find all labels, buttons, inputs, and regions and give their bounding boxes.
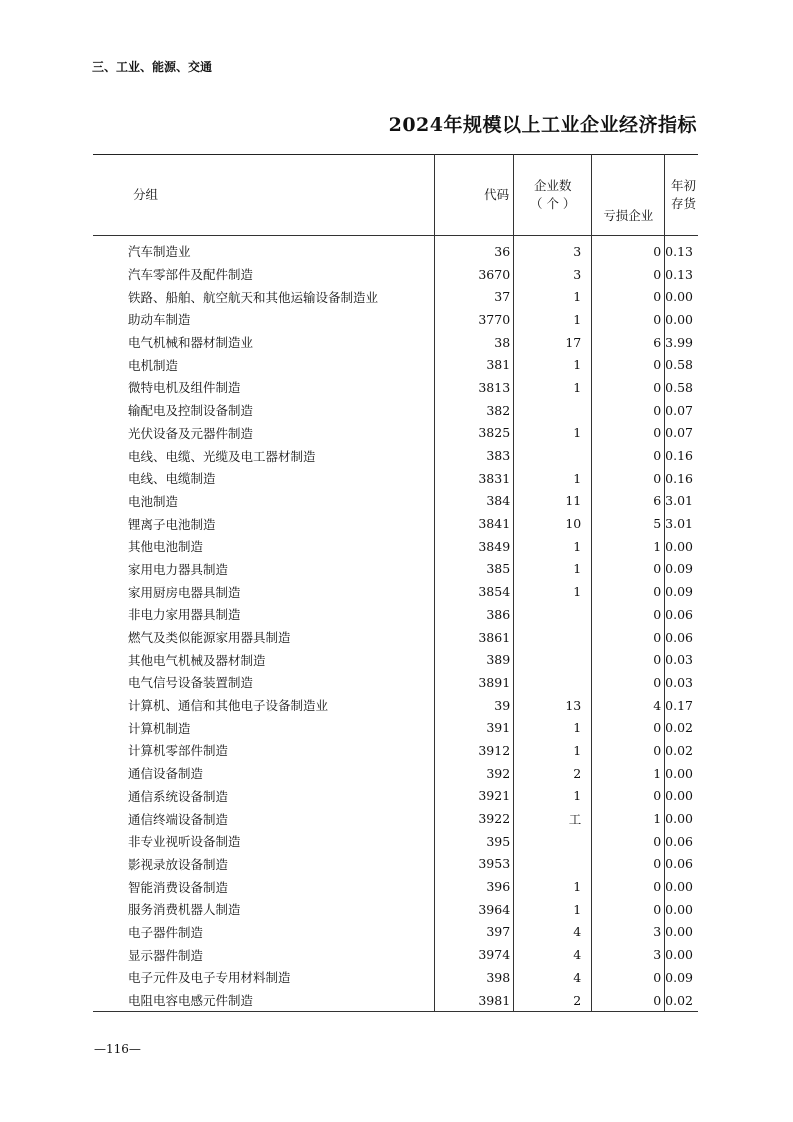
row-loss: 0 <box>592 308 665 331</box>
economic-indicators-table <box>93 154 698 1012</box>
row-enterprises: 1 <box>514 376 592 399</box>
row-enterprises: 1 <box>514 467 592 490</box>
row-loss: 4 <box>592 694 665 717</box>
row-code: 38 <box>434 331 513 354</box>
row-name: 通信终端设备制造 <box>93 807 434 830</box>
row-loss: 0 <box>592 875 665 898</box>
table-row <box>93 240 698 263</box>
table-row <box>93 444 698 467</box>
row-enterprises: 1 <box>514 353 592 376</box>
page-number: —116— <box>94 1042 141 1056</box>
row-enterprises: 2 <box>514 762 592 785</box>
table-row <box>93 490 698 513</box>
row-name: 通信系统设备制造 <box>93 785 434 808</box>
row-inventory: 0.06 <box>665 856 693 872</box>
row-code: 3770 <box>434 308 513 331</box>
table-row <box>93 943 698 966</box>
row-name: 电气信号设备装置制造 <box>93 671 434 694</box>
row-loss: 1 <box>592 807 665 830</box>
row-inventory: 0.03 <box>665 674 693 690</box>
row-enterprises <box>514 830 592 853</box>
row-loss: 0 <box>592 989 665 1012</box>
row-enterprises <box>514 648 592 671</box>
row-loss: 0 <box>592 399 665 422</box>
row-enterprises: 1 <box>514 785 592 808</box>
row-code: 386 <box>434 603 513 626</box>
row-enterprises <box>514 853 592 876</box>
row-inventory: 3.99 <box>665 334 693 350</box>
table-row <box>93 648 698 671</box>
row-inventory: 0.00 <box>665 765 693 781</box>
table-row <box>93 716 698 739</box>
row-inventory: 0.00 <box>665 811 693 827</box>
row-code: 3849 <box>434 535 513 558</box>
row-code: 384 <box>434 490 513 513</box>
header-group: 分组 <box>93 155 434 236</box>
table-row <box>93 762 698 785</box>
row-loss: 0 <box>592 376 665 399</box>
row-code: 3922 <box>434 807 513 830</box>
row-inventory: 0.02 <box>665 720 693 736</box>
row-name: 家用厨房电器具制造 <box>93 580 434 603</box>
row-name: 铁路、船舶、航空航天和其他运输设备制造业 <box>93 285 434 308</box>
row-code: 397 <box>434 921 513 944</box>
row-enterprises <box>514 444 592 467</box>
row-loss: 5 <box>592 512 665 535</box>
row-name: 电阻电容电感元件制造 <box>93 989 434 1012</box>
row-code: 383 <box>434 444 513 467</box>
row-name: 燃气及类似能源家用器具制造 <box>93 626 434 649</box>
row-inventory: 0.00 <box>665 538 693 554</box>
row-inventory: 0.09 <box>665 584 693 600</box>
row-enterprises: 工 <box>514 807 592 830</box>
row-name: 其他电气机械及器材制造 <box>93 648 434 671</box>
row-enterprises <box>514 603 592 626</box>
row-name: 非电力家用器具制造 <box>93 603 434 626</box>
row-inventory: 0.58 <box>665 357 693 373</box>
row-code: 392 <box>434 762 513 785</box>
row-name: 计算机、通信和其他电子设备制造业 <box>93 694 434 717</box>
row-inventory: 0.09 <box>665 561 693 577</box>
row-loss: 0 <box>592 626 665 649</box>
row-loss: 3 <box>592 943 665 966</box>
row-code: 3861 <box>434 626 513 649</box>
row-name: 其他电池制造 <box>93 535 434 558</box>
row-code: 3981 <box>434 989 513 1012</box>
row-code: 3854 <box>434 580 513 603</box>
row-inventory: 0.13 <box>665 243 693 259</box>
table-row <box>93 785 698 808</box>
table-row <box>93 353 698 376</box>
row-inventory: 0.03 <box>665 652 693 668</box>
row-enterprises: 1 <box>514 535 592 558</box>
table-row <box>93 898 698 921</box>
row-inventory: 0.00 <box>665 901 693 917</box>
row-inventory: 0.16 <box>665 448 693 464</box>
table-row <box>93 626 698 649</box>
row-inventory: 0.02 <box>665 742 693 758</box>
row-enterprises: 1 <box>514 558 592 581</box>
row-inventory: 0.13 <box>665 266 693 282</box>
row-enterprises: 3 <box>514 263 592 286</box>
table-row <box>93 694 698 717</box>
row-name: 汽车零部件及配件制造 <box>93 263 434 286</box>
row-code: 382 <box>434 399 513 422</box>
table-row <box>93 535 698 558</box>
row-code: 3825 <box>434 422 513 445</box>
row-inventory: 0.00 <box>665 788 693 804</box>
row-code: 3891 <box>434 671 513 694</box>
row-enterprises: 1 <box>514 308 592 331</box>
row-name: 电气机械和器材制造业 <box>93 331 434 354</box>
row-name: 光伏设备及元器件制造 <box>93 422 434 445</box>
row-code: 3953 <box>434 853 513 876</box>
row-code: 389 <box>434 648 513 671</box>
header-code: 代码 <box>434 155 513 236</box>
row-code: 3831 <box>434 467 513 490</box>
row-loss: 0 <box>592 785 665 808</box>
row-inventory: 0.00 <box>665 289 693 305</box>
row-loss: 1 <box>592 762 665 785</box>
row-loss: 0 <box>592 422 665 445</box>
row-inventory: 3.01 <box>665 516 693 532</box>
table-row <box>93 422 698 445</box>
header-enterprises-line1: 企业数 <box>533 178 572 193</box>
row-inventory: 0.17 <box>665 697 693 713</box>
table-row <box>93 830 698 853</box>
table-row <box>93 285 698 308</box>
table-row <box>93 376 698 399</box>
table-row <box>93 263 698 286</box>
row-code: 391 <box>434 716 513 739</box>
table-row <box>93 331 698 354</box>
row-inventory: 0.09 <box>665 969 693 985</box>
row-loss: 0 <box>592 263 665 286</box>
row-inventory: 0.06 <box>665 606 693 622</box>
table-row <box>93 399 698 422</box>
row-enterprises: 4 <box>514 966 592 989</box>
row-loss: 0 <box>592 444 665 467</box>
header-enterprises-line2: （ 个 ） <box>529 196 576 211</box>
row-enterprises <box>514 626 592 649</box>
row-name: 电线、电缆制造 <box>93 467 434 490</box>
row-loss: 6 <box>592 331 665 354</box>
row-name: 非专业视听设备制造 <box>93 830 434 853</box>
row-loss: 0 <box>592 353 665 376</box>
row-name: 电池制造 <box>93 490 434 513</box>
row-inventory: 0.06 <box>665 629 693 645</box>
row-loss: 0 <box>592 830 665 853</box>
table-row <box>93 875 698 898</box>
row-inventory: 0.58 <box>665 379 693 395</box>
row-enterprises: 1 <box>514 716 592 739</box>
row-name: 显示器件制造 <box>93 943 434 966</box>
row-enterprises: 10 <box>514 512 592 535</box>
row-enterprises: 1 <box>514 580 592 603</box>
row-enterprises: 1 <box>514 285 592 308</box>
row-enterprises: 1 <box>514 422 592 445</box>
row-inventory: 0.00 <box>665 924 693 940</box>
row-name: 汽车制造业 <box>93 240 434 263</box>
row-enterprises <box>514 399 592 422</box>
table-row <box>93 739 698 762</box>
row-name: 通信设备制造 <box>93 762 434 785</box>
row-name: 电子元件及电子专用材料制造 <box>93 966 434 989</box>
row-code: 396 <box>434 875 513 898</box>
table-row <box>93 853 698 876</box>
row-code: 3912 <box>434 739 513 762</box>
row-loss: 0 <box>592 898 665 921</box>
row-code: 3813 <box>434 376 513 399</box>
header-loss: 亏损企业 <box>592 155 665 236</box>
row-loss: 0 <box>592 240 665 263</box>
table-row <box>93 989 698 1012</box>
row-loss: 1 <box>592 535 665 558</box>
row-code: 381 <box>434 353 513 376</box>
row-name: 微特电机及组件制造 <box>93 376 434 399</box>
row-inventory: 0.16 <box>665 470 693 486</box>
row-enterprises: 3 <box>514 240 592 263</box>
row-loss: 0 <box>592 966 665 989</box>
row-name: 计算机零部件制造 <box>93 739 434 762</box>
row-enterprises: 4 <box>514 921 592 944</box>
table-row <box>93 603 698 626</box>
row-name: 助动车制造 <box>93 308 434 331</box>
row-code: 39 <box>434 694 513 717</box>
header-inventory: 年初存货 <box>665 155 698 236</box>
row-loss: 0 <box>592 716 665 739</box>
row-enterprises: 13 <box>514 694 592 717</box>
table-row <box>93 558 698 581</box>
table-row <box>93 966 698 989</box>
row-code: 3841 <box>434 512 513 535</box>
row-name: 计算机制造 <box>93 716 434 739</box>
table-row <box>93 807 698 830</box>
row-loss: 0 <box>592 558 665 581</box>
row-loss: 0 <box>592 739 665 762</box>
row-enterprises: 17 <box>514 331 592 354</box>
row-inventory: 0.00 <box>665 947 693 963</box>
row-enterprises: 2 <box>514 989 592 1012</box>
row-enterprises: 4 <box>514 943 592 966</box>
row-loss: 0 <box>592 671 665 694</box>
row-code: 36 <box>434 240 513 263</box>
table-header-row <box>93 155 698 236</box>
row-code: 3921 <box>434 785 513 808</box>
row-name: 输配电及控制设备制造 <box>93 399 434 422</box>
row-code: 385 <box>434 558 513 581</box>
row-code: 398 <box>434 966 513 989</box>
table-row <box>93 467 698 490</box>
row-inventory: 3.01 <box>665 493 693 509</box>
row-inventory: 0.07 <box>665 402 693 418</box>
row-enterprises: 11 <box>514 490 592 513</box>
table-row <box>93 671 698 694</box>
row-loss: 0 <box>592 603 665 626</box>
row-enterprises: 1 <box>514 898 592 921</box>
row-loss: 3 <box>592 921 665 944</box>
table-row <box>93 512 698 535</box>
row-name: 锂离子电池制造 <box>93 512 434 535</box>
row-inventory: 0.06 <box>665 833 693 849</box>
row-inventory: 0.00 <box>665 879 693 895</box>
row-loss: 0 <box>592 580 665 603</box>
row-enterprises: 1 <box>514 875 592 898</box>
row-code: 3670 <box>434 263 513 286</box>
row-loss: 0 <box>592 648 665 671</box>
row-code: 395 <box>434 830 513 853</box>
row-name: 家用电力器具制造 <box>93 558 434 581</box>
table-row <box>93 580 698 603</box>
row-name: 电线、电缆、光缆及电工器材制造 <box>93 444 434 467</box>
table-row <box>93 308 698 331</box>
row-loss: 6 <box>592 490 665 513</box>
row-code: 3974 <box>434 943 513 966</box>
row-loss: 0 <box>592 853 665 876</box>
row-enterprises: 1 <box>514 739 592 762</box>
section-title: 三、工业、能源、交通 <box>92 60 213 74</box>
row-inventory: 0.02 <box>665 989 698 1012</box>
row-code: 37 <box>434 285 513 308</box>
row-name: 电机制造 <box>93 353 434 376</box>
table-row <box>93 921 698 944</box>
row-inventory: 0.00 <box>665 311 693 327</box>
row-name: 服务消费机器人制造 <box>93 898 434 921</box>
row-name: 电子器件制造 <box>93 921 434 944</box>
row-loss: 0 <box>592 285 665 308</box>
row-name: 智能消费设备制造 <box>93 875 434 898</box>
row-enterprises <box>514 671 592 694</box>
row-loss: 0 <box>592 467 665 490</box>
page-title: 2024年规模以上工业企业经济指标 <box>388 114 697 136</box>
row-inventory: 0.07 <box>665 425 693 441</box>
row-code: 3964 <box>434 898 513 921</box>
row-name: 影视录放设备制造 <box>93 853 434 876</box>
header-enterprises <box>514 155 592 236</box>
